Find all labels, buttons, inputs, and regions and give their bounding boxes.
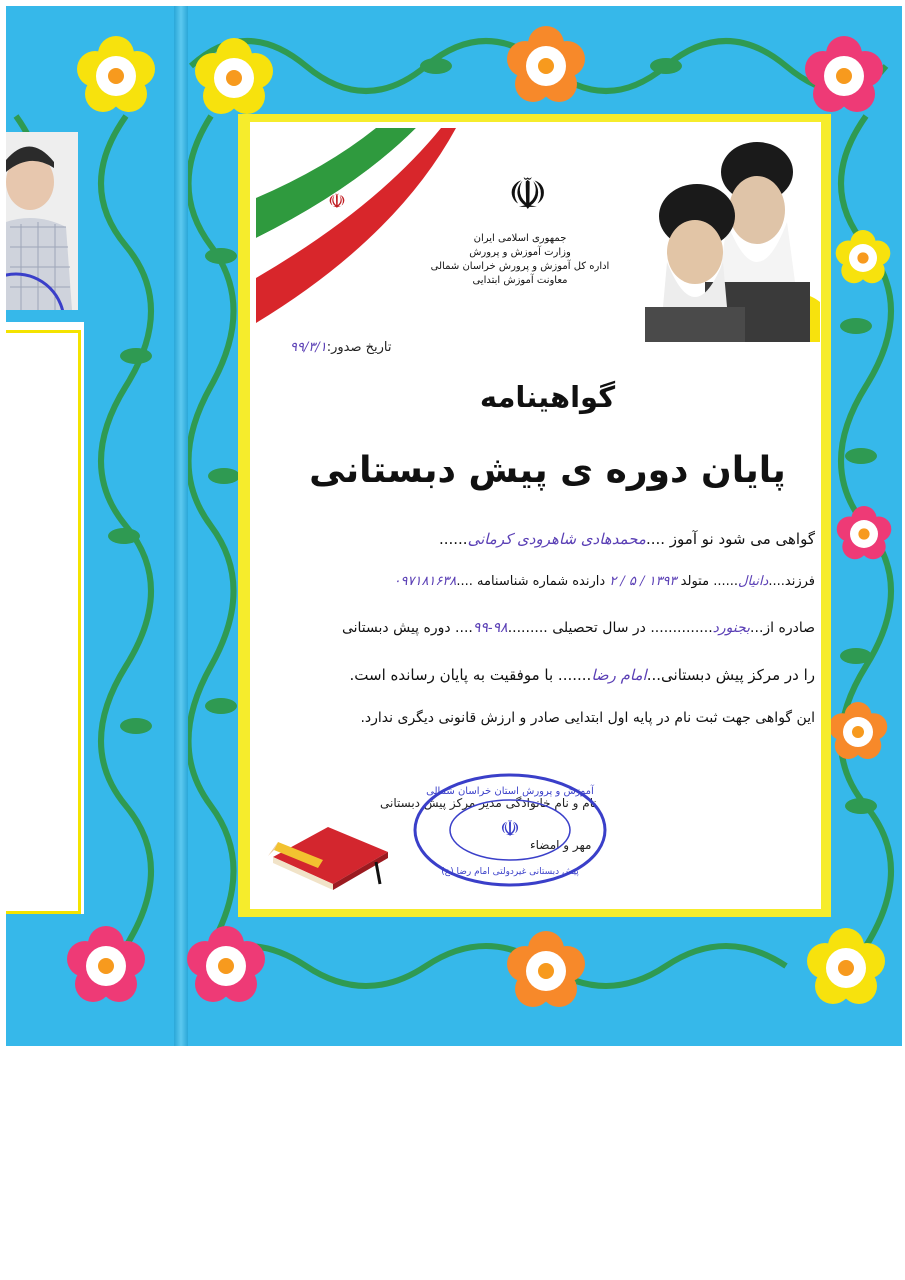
student-name-value: محمدهادی شاهرودی کرمانی <box>467 530 646 548</box>
certificate-subtitle: پایان دوره ی پیش دبستانی <box>309 450 786 491</box>
flag-ribbon-icon <box>256 128 456 328</box>
father-name-value: دانیال <box>738 574 769 589</box>
body-line-3: صادره از...بجنورد.............. در سال تحصیلی .........۹۸-۹۹.... دوره پیش دبستانی <box>341 620 815 636</box>
seal-label: مهر و امضاء <box>530 838 592 852</box>
svg-text:☫: ☫ <box>328 189 346 213</box>
body-text: دارنده شماره شناسنامه <box>477 574 606 589</box>
birth-date-value: ۱۳۹۳ / ۵ / ۲ <box>609 574 677 589</box>
body-line-1: گواهی می شود نو آموز ....محمدهادی شاهرودی کرمانی...... <box>438 530 815 548</box>
header-line-1: جمهوری اسلامی ایران <box>473 233 567 244</box>
header-line-4: معاونت آموزش ابتدایی <box>472 275 568 286</box>
center-name-value: امام رضا <box>591 666 647 684</box>
body-text: متولد <box>680 574 710 589</box>
body-text: فرزند <box>784 574 815 589</box>
header-line-3: اداره کل آموزش و پرورش خراسان شمالی <box>430 261 610 272</box>
body-text: در سال تحصیلی <box>552 620 646 636</box>
header-block <box>420 232 620 288</box>
book-pencil-icon <box>268 822 398 892</box>
iran-emblem-icon: ☫ <box>508 169 548 220</box>
issue-date-label: تاریخ صدور: <box>326 340 392 355</box>
body-text: گواهی می شود نو آموز <box>669 530 815 548</box>
issue-date-value: ۹۹/۳/۱ <box>290 340 327 355</box>
id-number-value: ۰۹۷۱۸۱۶۳۸ <box>393 574 457 589</box>
body-line-2: فرزند....دانیال...... متولد ۱۳۹۳ / ۵ / ۲ دارنده شماره شناسنامه ....۰۹۷۱۸۱۶۳۸ <box>393 574 815 589</box>
birth-place-value: بجنورد <box>712 620 751 636</box>
body-line-5: این گواهی جهت ثبت نام در پایه اول ابتدایی صادر و ارزش قانونی دیگری ندارد. <box>360 710 815 726</box>
stamp-top-text: آموزش و پرورش استان خراسان شمالی <box>426 786 594 797</box>
body-text: با موفقیت به پایان رسانده است. <box>349 666 554 684</box>
issue-date <box>290 340 392 355</box>
body-text: صادره از <box>763 620 815 636</box>
school-year-value: ۹۸-۹۹ <box>472 620 508 636</box>
official-stamp <box>410 770 610 890</box>
signer-label: نام و نام خانوادگی مدیر مرکز پیش دبستانی <box>380 796 597 810</box>
stamp-emblem-icon: ☫ <box>500 817 520 842</box>
body-text: دوره پیش دبستانی <box>341 620 451 636</box>
certificate-title: گواهینامه <box>479 380 616 414</box>
body-text: را در مرکز پیش دبستانی <box>661 666 815 684</box>
leaders-portrait-image <box>645 132 820 342</box>
header-line-2: وزارت آموزش و پرورش <box>469 247 571 258</box>
stamp-bottom-text: پیش دبستانی غیردولتی امام رضا (ع) <box>441 867 579 877</box>
body-line-4: را در مرکز پیش دبستانی...امام رضا....... با موفقیت به پایان رسانده است. <box>349 666 815 684</box>
